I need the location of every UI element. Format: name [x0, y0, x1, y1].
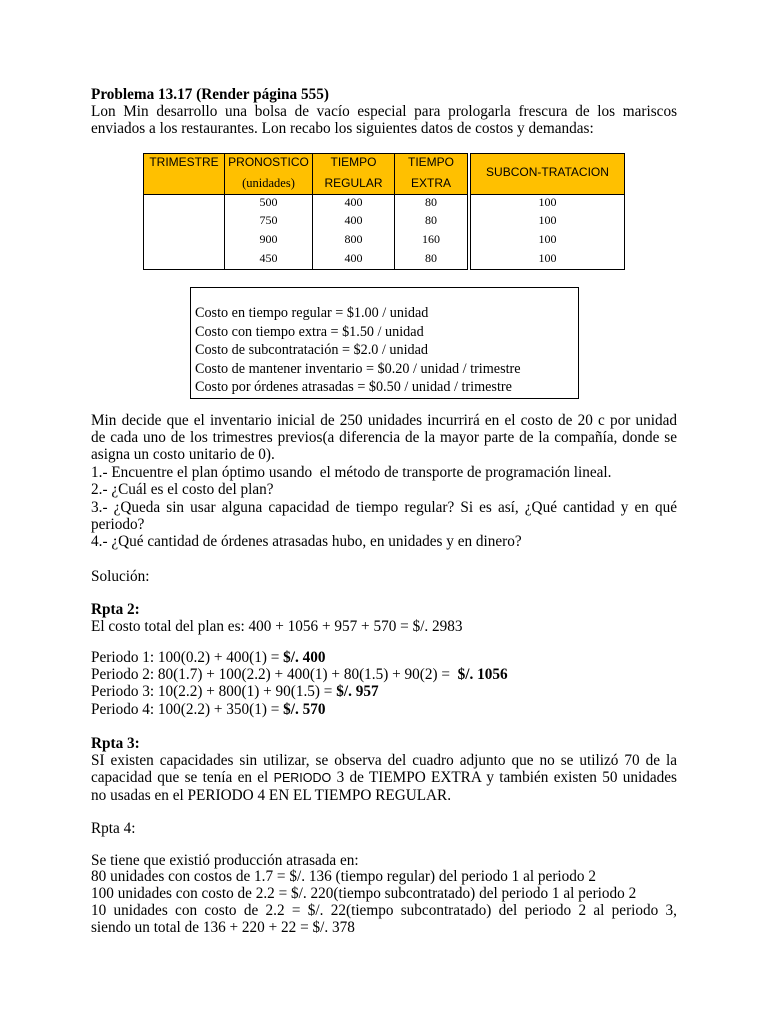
cost-item: Costo con tiempo extra = $1.50 / unidad: [195, 323, 424, 340]
answer-4: [91, 853, 677, 937]
table-cell: 800: [344, 232, 363, 247]
pronostico-column: [224, 194, 313, 270]
answer-2-label: Rpta 2:: [91, 600, 140, 618]
pronostico-values: [225, 193, 312, 268]
answer-line: [91, 769, 677, 787]
solution-section: [91, 568, 677, 585]
period-result: $/. 570: [283, 700, 326, 718]
regular-column: [312, 194, 395, 270]
answer-text: capacidad que se tenía en el: [91, 768, 274, 786]
table-cell: 750: [259, 213, 278, 228]
period-line: [91, 649, 677, 666]
cost-item: Costo de mantener inventario = $0.20 / unidad / trimestre: [195, 360, 521, 377]
table-cell: 400: [344, 194, 363, 209]
backorder-item: 80 unidades con costos de 1.7 = $/. 136 (tiempo regular) del periodo 1 al periodo 2: [91, 868, 596, 886]
header-cell-subcontratacion: [470, 153, 625, 195]
answer-4-label: Rpta 4:: [91, 819, 136, 837]
answer-line: SI existen capacidades sin utilizar, se observa del cuadro adjunto que no se utilizó 70 de la: [91, 751, 677, 769]
context-line: asigna un costo unitario de 0).: [91, 446, 275, 464]
table-cell: 100: [538, 250, 557, 265]
answer-2-total: El costo total del plan es: 400 + 1056 + 957 + 570 = $/. 2983: [91, 617, 463, 635]
backorder-item: 10 unidades con costo de 2.2 = $/. 22(tiempo subcontratado) del periodo 2 al periodo 3,: [91, 901, 677, 919]
period-result: $/. 957: [336, 683, 379, 701]
answer-2: [91, 601, 677, 635]
table-cell: 500: [259, 194, 278, 209]
header-trimestre: TRIMESTRE: [149, 155, 219, 169]
extra-column: [394, 194, 468, 270]
table-cell: 400: [344, 250, 363, 265]
subcontratacion-values: [471, 193, 624, 268]
header-regular-line1: TIEMPO: [330, 155, 377, 169]
header-extra-line2: EXTRA: [410, 175, 451, 190]
table-cell: 450: [259, 250, 278, 265]
table-cell: 160: [422, 232, 440, 247]
backorder-item: siendo un total de 136 + 220 + 22 = $/. 378: [91, 918, 355, 936]
cost-item: Costo en tiempo regular = $1.00 / unidad: [195, 305, 429, 321]
table-cell: 100: [538, 194, 557, 209]
header-pronostico-units: (unidades): [242, 175, 295, 190]
solution-label: Solución:: [91, 567, 150, 585]
answer-3: [91, 735, 677, 804]
subcontratacion-column: [470, 194, 625, 270]
context-line: de cada uno de los trimestres previos(a diferencia de la mayor parte de la compañía, donde se: [91, 428, 677, 446]
table-cell: 100: [538, 213, 557, 228]
cost-item: Costo por órdenes atrasadas = $0.50 / unidad / trimestre: [195, 379, 512, 395]
header-cell-extra: [394, 153, 468, 195]
intro-line: Lon Min desarrollo una bolsa de vacío especial para prologarla frescura de los mariscos: [91, 102, 677, 120]
header-regular-wrap: [313, 152, 394, 193]
header-cell-trimestre: [143, 153, 225, 195]
intro-line: enviados a los restaurantes. Lon recabo los siguientes datos de costos y demandas:: [91, 120, 594, 138]
question-line: 2.- ¿Cuál es el costo del plan?: [91, 481, 274, 499]
table-cell: 80: [425, 250, 437, 265]
period-costs: [91, 649, 677, 718]
period-calc: Periodo 1: 100(0.2) + 400(1) =: [91, 648, 284, 666]
period-line: [91, 666, 677, 683]
header-extra-wrap: [395, 152, 467, 193]
trimestre-column: [143, 194, 225, 270]
header-pronostico-wrap: [225, 152, 312, 193]
period-result: $/. 1056: [457, 665, 508, 683]
header-subcontratacion: SUBCON-TRATACION: [486, 165, 609, 179]
problem-title: Problema 13.17 (Render página 555): [91, 85, 329, 103]
table-cell: 80: [425, 194, 437, 209]
header-section: [91, 86, 677, 138]
table-cell: 400: [344, 213, 363, 228]
header-regular-line2: REGULAR: [324, 175, 383, 190]
answer-4-heading: [91, 820, 677, 837]
period-result: $/. 400: [283, 648, 326, 666]
periodo-word: PERIODO: [273, 770, 332, 785]
question-line: 4.- ¿Qué cantidad de órdenes atrasadas hubo, en unidades y en dinero?: [91, 533, 522, 551]
answer-3-label: Rpta 3:: [91, 734, 140, 752]
question-line: periodo?: [91, 515, 145, 533]
period-line: [91, 683, 677, 700]
period-line: [91, 701, 677, 718]
extra-values: [395, 193, 467, 268]
backorder-item: 100 unidades con costo de 2.2 = $/. 220(tiempo subcontratado) del periodo 1 al periodo 2: [91, 885, 637, 902]
cost-item: Costo de subcontratación = $2.0 / unidad: [195, 342, 428, 358]
problem-statement: [91, 412, 677, 551]
header-extra-line1: TIEMPO: [407, 155, 454, 169]
answer-4-intro: Se tiene que existió producción atrasada en:: [91, 851, 359, 869]
regular-values: [313, 193, 394, 268]
question-line: 1.- Encuentre el plan óptimo usando el método de transporte de programación lineal.: [91, 463, 612, 481]
header-trimestre-wrap: [144, 152, 224, 173]
answer-text: 3 de TIEMPO EXTRA y también existen 50 unidades: [331, 768, 677, 786]
answer-line: no usadas en el PERIODO 4 EN EL TIEMPO REGULAR.: [91, 786, 452, 804]
table-cell: 100: [538, 232, 557, 247]
header-cell-regular: [312, 153, 395, 195]
table-cell: 900: [259, 232, 278, 247]
question-line: 3.- ¿Queda sin usar alguna capacidad de tiempo regular? Si es así, ¿Qué cantidad y en qué: [91, 498, 677, 516]
header-cell-pronostico: [224, 153, 313, 195]
table-cell: 80: [425, 213, 437, 228]
period-calc: Periodo 4: 100(2.2) + 350(1) =: [91, 700, 284, 718]
cost-list: [195, 304, 521, 397]
cost-box: [190, 287, 579, 399]
period-calc: Periodo 3: 10(2.2) + 800(1) + 90(1.5) =: [91, 683, 337, 701]
period-calc: Periodo 2: 80(1.7) + 100(2.2) + 400(1) + 80(1.5) + 90(2) =: [91, 665, 458, 683]
header-pronostico: PRONOSTICO: [228, 155, 309, 169]
context-line: Min decide que el inventario inicial de 250 unidades incurrirá en el costo de 20 c por unidad: [91, 411, 677, 429]
